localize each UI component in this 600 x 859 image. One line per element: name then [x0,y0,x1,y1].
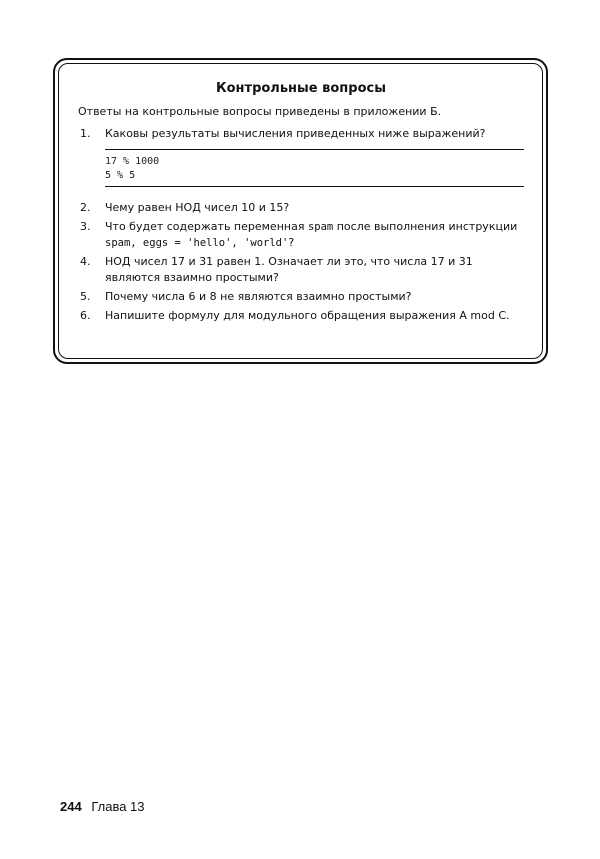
question-1 [78,126,524,142]
question-4 [78,254,524,286]
review-questions-box [78,80,524,324]
code-line: 5 % 5 [105,170,136,181]
intro-text: Ответы на контрольные вопросы приведены в приложении Б. [78,105,442,118]
question-text: НОД чисел 17 и 31 равен 1. Означает ли это, что числа 17 и 31 являются взаимно простыми? [105,255,473,284]
question-text: Чему равен НОД чисел 10 и 15? [105,201,290,214]
page-footer [60,799,145,815]
chapter-label: Глава 13 [91,799,145,814]
code-line: 17 % 1000 [105,156,160,167]
question-number: 1. [80,127,91,140]
question-3 [78,219,524,251]
question-number: 3. [80,220,91,233]
question-number: 6. [80,309,91,322]
question-number: 4. [80,255,91,268]
page-number: 244 [60,799,82,814]
question-text: Напишите формулу для модульного обращения выражения A mod C. [105,309,510,322]
question-text: Почему числа 6 и 8 не являются взаимно простыми? [105,290,412,303]
question-5 [78,289,524,305]
question-number: 2. [80,201,91,214]
inline-code: spam [307,221,334,233]
question-number: 5. [80,290,91,303]
question-2 [78,200,524,216]
question-text: Каковы результаты вычисления приведенных ниже выражений? [105,127,486,140]
question-text-part: Что будет содержать переменная [105,220,308,233]
box-title: Контрольные вопросы [216,81,386,96]
question-text-part: ? [288,236,295,249]
question-text-part: после выполнения инструкции [333,220,518,233]
inline-code: spam, eggs = 'hello', 'world' [105,237,289,249]
code-block [105,149,524,187]
question-6 [78,308,524,324]
